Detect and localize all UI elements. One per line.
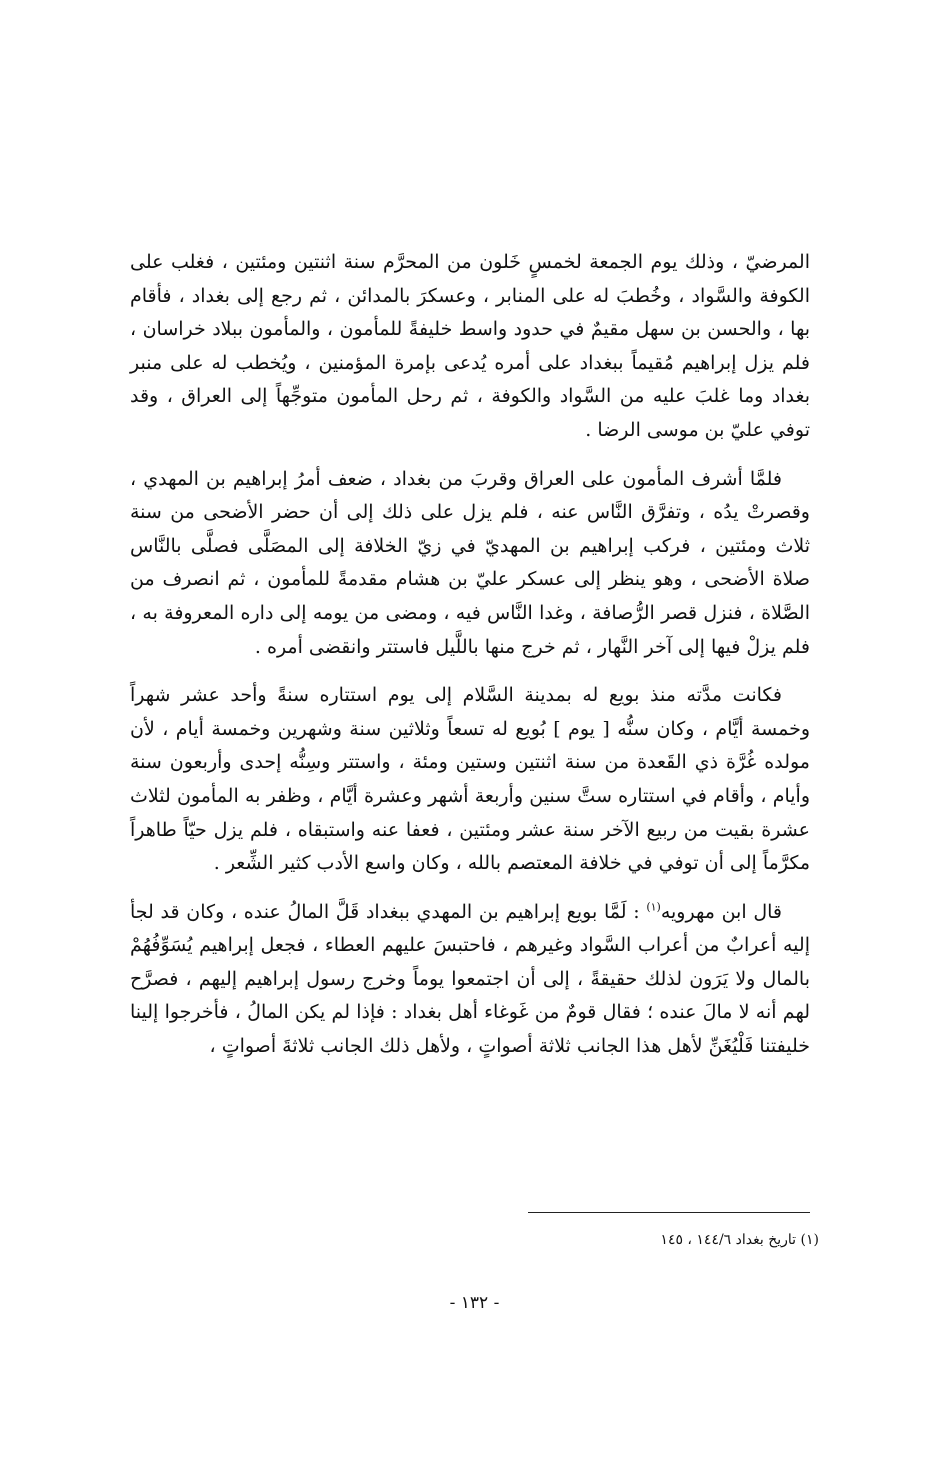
paragraph-4-start: قال ابن مهرويه bbox=[660, 900, 782, 923]
paragraph-4-rest: : لَمَّا بويع إبراهيم بن المهدي ببغداد قَلَّ المالُ عنده ، وكان قد لجأ إليه أعرابٌ من أعراب السَّواد وغيرهم ، فاحتبسَ عليهم العطاء ، فجعل إبراهيم يُسَوِّفُهُمْ بالمال ولا يَرَون لذلك حقيقةً ، إلى أن اجتمعوا يوماً وخرج رسول إبراهيم إليهم ، فصرَّح لهم أنه لا مالَ عنده ؛ فقال قومٌ من غَوغاء أهل بغداد : فإذا لم يكن المالُ ، فأخرجوا إلينا خليفتنا فَلْيُغَنِّ لأهل هذا الجانب ثلاثة أصواتٍ ، ولأهل ذلك الجانب ثلاثةَ أصواتٍ ، bbox=[130, 900, 810, 1058]
footnote-reference: (١) bbox=[646, 900, 661, 914]
paragraph-1: المرضيّ ، وذلك يوم الجمعة لخمسٍ خَلون من المحرَّم سنة اثنتين ومئتين ، فغلب على الكوفة والسَّواد ، وخُطبَ له على المنابر ، وعسكرَ بالمدائن ، ثم رجع إلى بغداد ، فأقام بها ، والحسن بن سهل مقيمٌ في حدود واسط خليفةً للمأمون ، والمأمون ببلاد خراسان ، فلم يزل إبراهيم مُقيماً ببغداد على أمره يُدعى بإمرة المؤمنين ، ويُخطب له على منبر بغداد وما غلبَ عليه من السَّواد والكوفة ، ثم رحل المأمون متوجِّهاً إلى العراق ، وقد توفي عليّ بن موسى الرضا . bbox=[130, 251, 810, 441]
page-number: - ١٣٢ - bbox=[449, 1293, 500, 1313]
paragraph-4 bbox=[130, 896, 810, 1064]
footnote-divider bbox=[528, 1212, 810, 1213]
paragraph-2: فلمَّا أشرف المأمون على العراق وقربَ من بغداد ، ضعف أمرُ إبراهيم بن المهدي ، وقصرتْ يدُه ، وتفرَّق النَّاس عنه ، فلم يزل على ذلك إلى أن حضر الأضحى من سنة ثلاث ومئتين ، فركب إبراهيم بن المهديّ في زيّ الخلافة إلى المصَلَّى فصلَّى بالنَّاس صلاة الأضحى ، وهو ينظر إلى عسكر عليّ بن هشام مقدمةً للمأمون ، ثم انصرف من الصَّلاة ، فنزل قصر الرُّصافة ، وغدا النَّاس فيه ، ومضى من يومه إلى داره المعروفة به ، فلم يزلْ فيها إلى آخر النَّهار ، ثم خرج منها باللَّيل فاستتر وانقضى أمره . bbox=[130, 467, 810, 658]
footnote: (١) تاريخ بغداد ١٤٤/٦ ، ١٤٥ bbox=[660, 1232, 819, 1248]
paragraph-3: فكانت مدَّته منذ بويع له بمدينة السَّلام إلى يوم استتاره سنةً وأحد عشر شهراً وخمسة أيَّام ، وكان سنُّه [ يوم ] بُويع له تسعاً وثلاثين سنة وشهرين وخمسة أيام ، لأن مولده غُرَّة ذي القَعدة من سنة اثنتين وستين ومئة ، واستتر وسِنُّه إحدى وأربعون سنة وأيام ، وأقام في استتاره ستَّ سنين وأربعة أشهر وعشرة أيَّام ، وظفر به المأمون لثلاث عشرة بقيت من ربيع الآخر سنة عشر ومئتين ، فعفا عنه واستبقاه ، فلم يزل حيّاً طاهراً مكرَّماً إلى أن توفي في خلافة المعتصم بالله ، وكان واسع الأدب كثير الشِّعر . bbox=[130, 684, 810, 875]
main-text bbox=[130, 246, 810, 1079]
